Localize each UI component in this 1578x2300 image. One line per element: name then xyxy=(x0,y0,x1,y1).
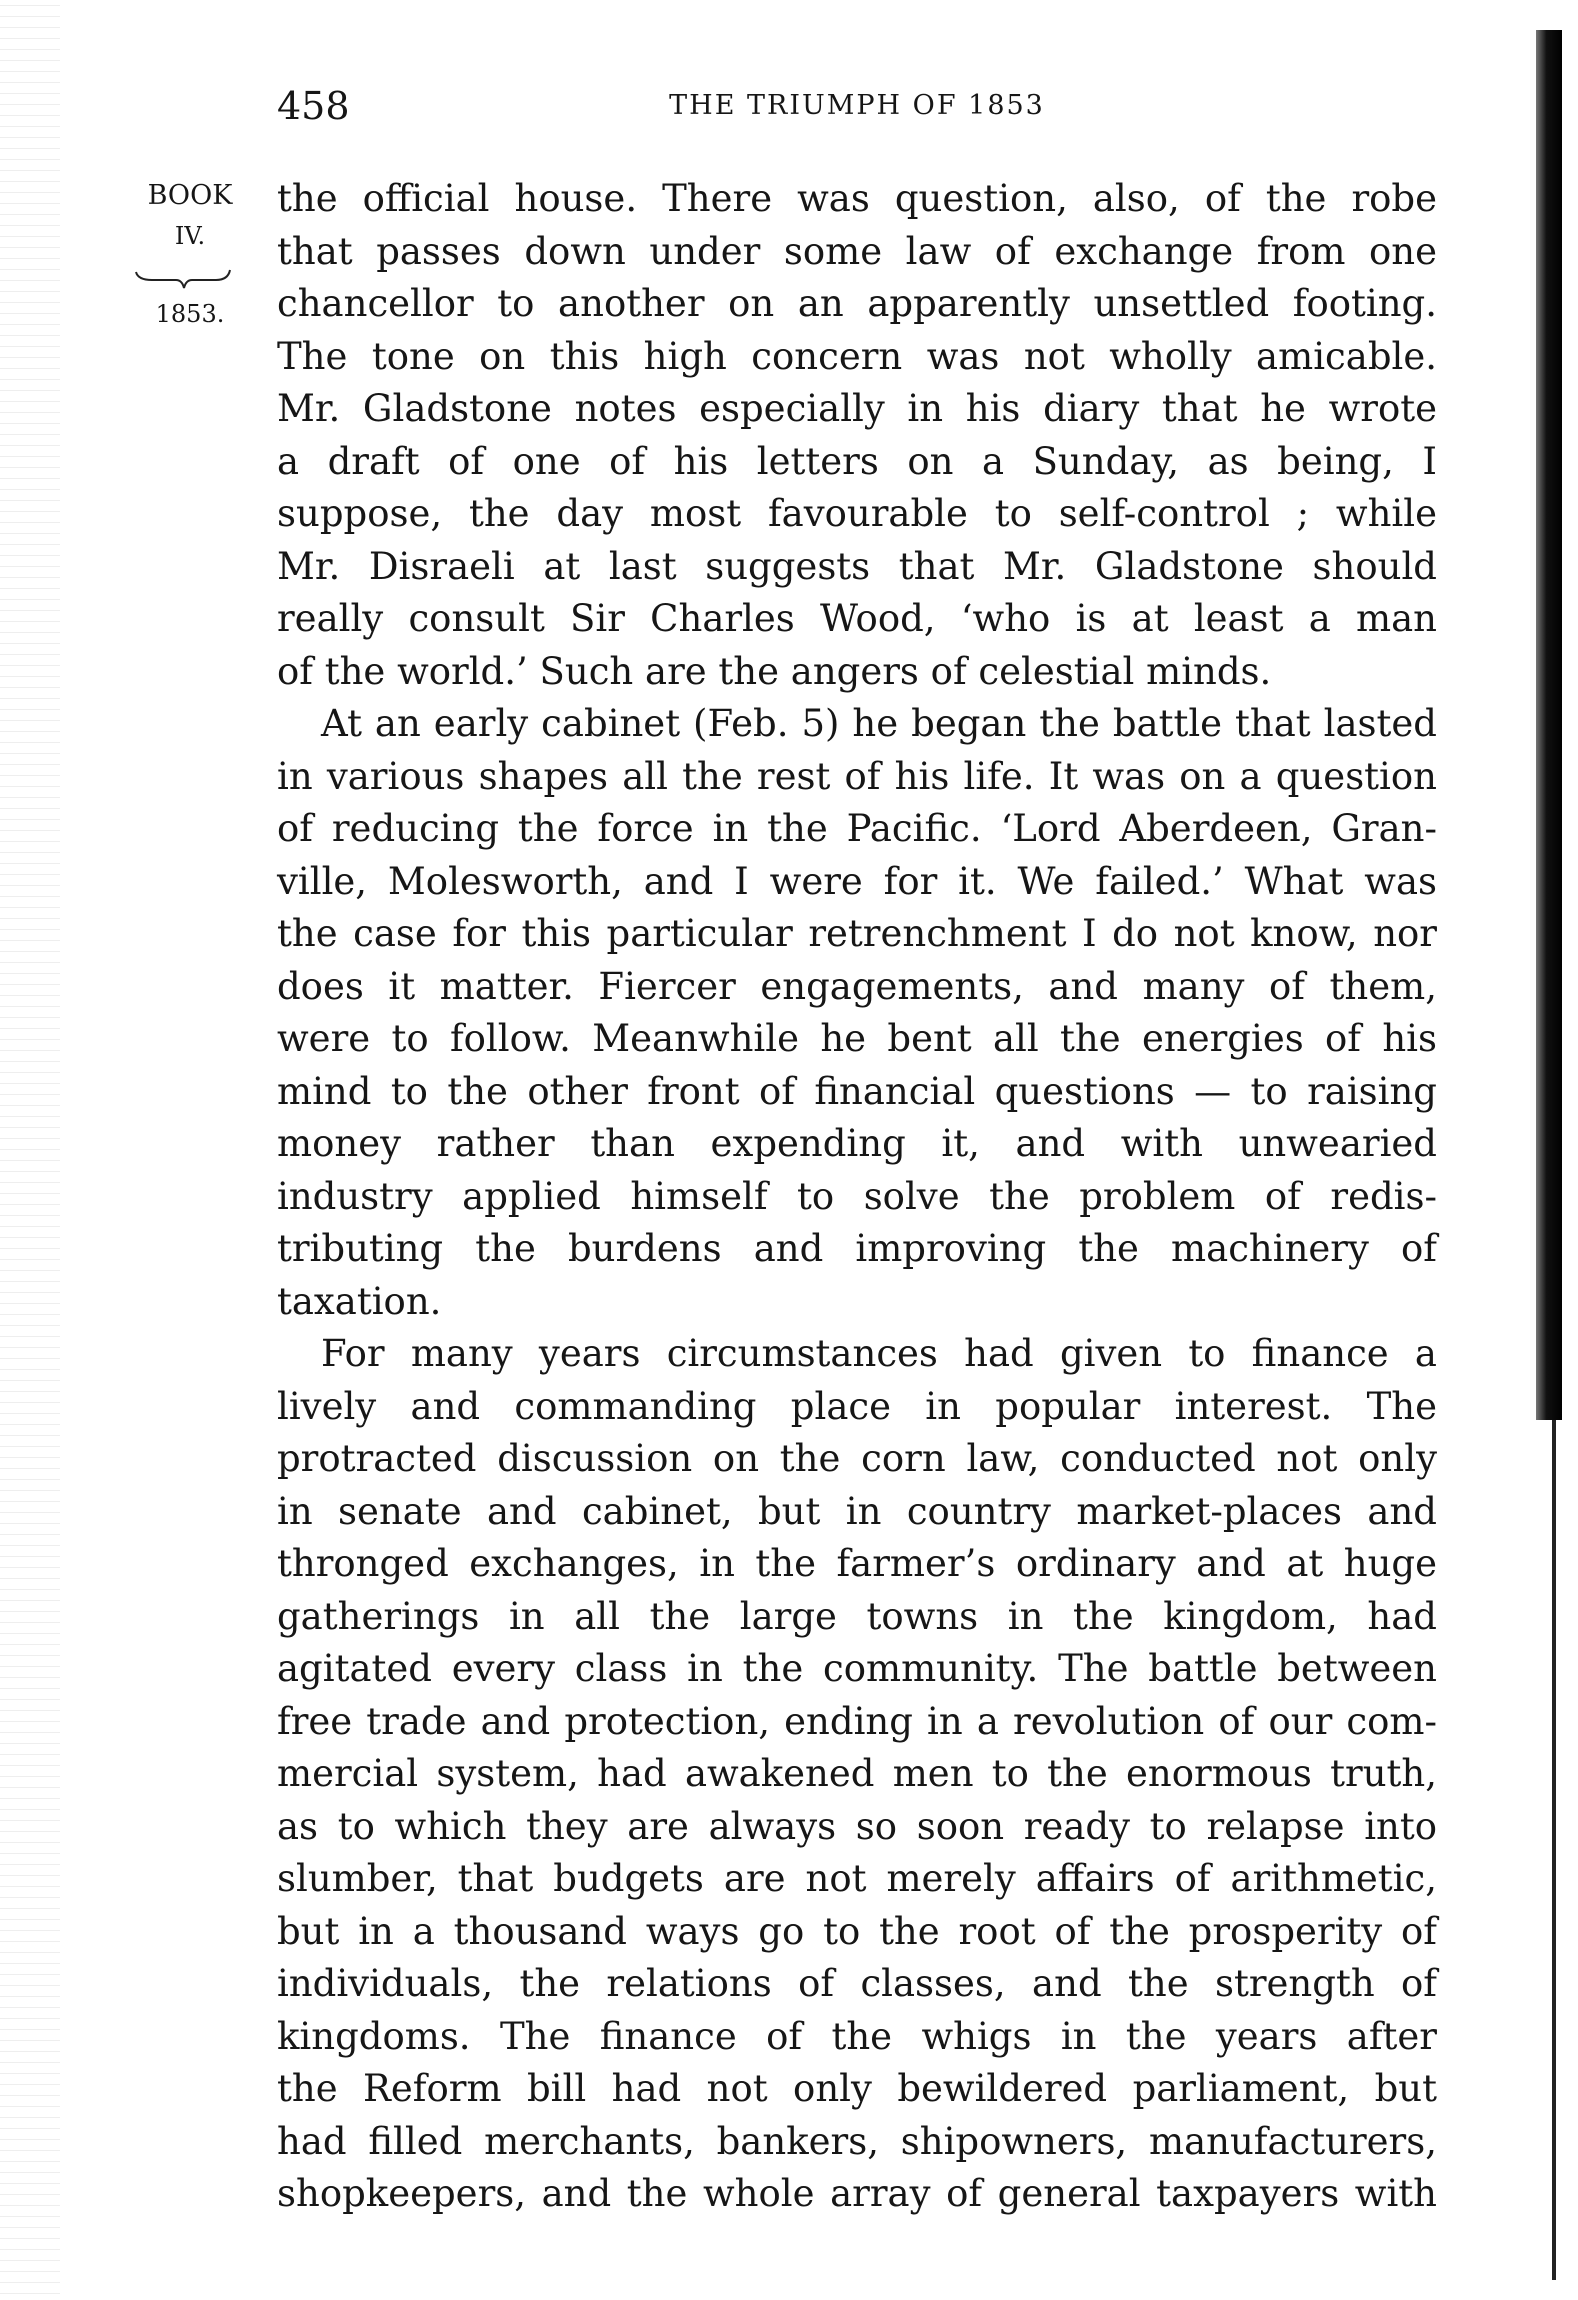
text-line: For many years circumstances had given to finance a xyxy=(321,1332,1437,1375)
text-line: the case for this particular retrenchment I do not know, nor xyxy=(277,912,1437,955)
text-line: tributing the burdens and improving the machinery of xyxy=(277,1227,1437,1270)
text-line: money rather than expending it, and with unwearied xyxy=(277,1122,1437,1165)
text-line: The tone on this high concern was not wholly amicable. xyxy=(277,334,1437,378)
text-line: ville, Molesworth, and I were for it. We failed.’ What was xyxy=(277,859,1437,903)
text-line: really consult Sir Charles Wood, ‘who is at least a man xyxy=(277,597,1437,640)
text-line: mercial system, had awakened men to the enormous truth, xyxy=(277,1752,1437,1795)
page-number: 458 xyxy=(277,84,350,128)
text-line: had filled merchants, bankers, shipowners, manufacturers, xyxy=(277,2119,1437,2163)
text-line: the Reform bill had not only bewildered parliament, but xyxy=(277,2067,1437,2110)
text-line: individuals, the relations of classes, and the strength of xyxy=(277,1962,1437,2005)
text-line: kingdoms. The finance of the whigs in the years after xyxy=(277,2014,1437,2058)
text-line: that passes down under some law of exchange from one xyxy=(277,229,1437,273)
text-line: a draft of one of his letters on a Sunday, as being, I xyxy=(277,439,1437,483)
text-line: in various shapes all the rest of his life. It was on a question xyxy=(277,754,1437,798)
text-line: taxation. xyxy=(277,1279,442,1323)
text-line: were to follow. Meanwhile he bent all the energies of his xyxy=(277,1017,1437,1060)
text-line: At an early cabinet (Feb. 5) he began the battle that lasted xyxy=(321,702,1437,745)
text-line: chancellor to another on an apparently unsettled footing. xyxy=(277,282,1437,325)
text-line: of reducing the force in the Pacific. ‘Lord Aberdeen, Gran- xyxy=(277,807,1437,850)
margin-year: 1853. xyxy=(155,300,225,328)
text-line: but in a thousand ways go to the root of the prosperity of xyxy=(277,1909,1437,1953)
text-line: in senate and cabinet, but in country market-places and xyxy=(277,1489,1437,1533)
page-edge-shadow xyxy=(1536,30,1562,1420)
text-line: shopkeepers, and the whole array of general taxpayers with xyxy=(277,2172,1437,2215)
running-title: THE TRIUMPH OF 1853 xyxy=(669,90,1045,121)
text-line: free trade and protection, ending in a revolution of our com- xyxy=(277,1699,1437,1743)
text-line: industry applied himself to solve the problem of redis- xyxy=(277,1174,1437,1218)
text-line: as to which they are always so soon ready to relapse into xyxy=(277,1804,1437,1848)
text-line: lively and commanding place in popular interest. The xyxy=(277,1384,1437,1428)
text-line: agitated every class in the community. The battle between xyxy=(277,1647,1437,1690)
text-line: the official house. There was question, also, of the robe xyxy=(277,177,1437,220)
running-header xyxy=(277,84,1437,132)
page-edge-left xyxy=(0,0,60,2300)
text-line: gatherings in all the large towns in the kingdom, had xyxy=(277,1594,1437,1638)
text-line: Mr. Disraeli at last suggests that Mr. Gladstone should xyxy=(277,544,1437,588)
text-line: thronged exchanges, in the farmer’s ordinary and at huge xyxy=(277,1542,1437,1585)
margin-volume: IV. xyxy=(174,222,206,250)
page-edge-line xyxy=(1552,1420,1556,2280)
text-line: suppose, the day most favourable to self-control ; while xyxy=(277,492,1437,535)
text-line: protracted discussion on the corn law, conducted not only xyxy=(277,1437,1437,1480)
text-line: Mr. Gladstone notes especially in his diary that he wrote xyxy=(277,387,1437,430)
text-line: slumber, that budgets are not merely affairs of arithmetic, xyxy=(277,1857,1437,1900)
text-line: of the world.’ Such are the angers of celestial minds. xyxy=(277,649,1272,693)
body-text xyxy=(277,173,1437,2221)
brace-icon xyxy=(132,250,232,290)
text-line: does it matter. Fiercer engagements, and many of them, xyxy=(277,964,1437,1008)
text-line: mind to the other front of financial questions — to raising xyxy=(277,1069,1437,1113)
margin-book-label: BOOK xyxy=(147,180,233,211)
